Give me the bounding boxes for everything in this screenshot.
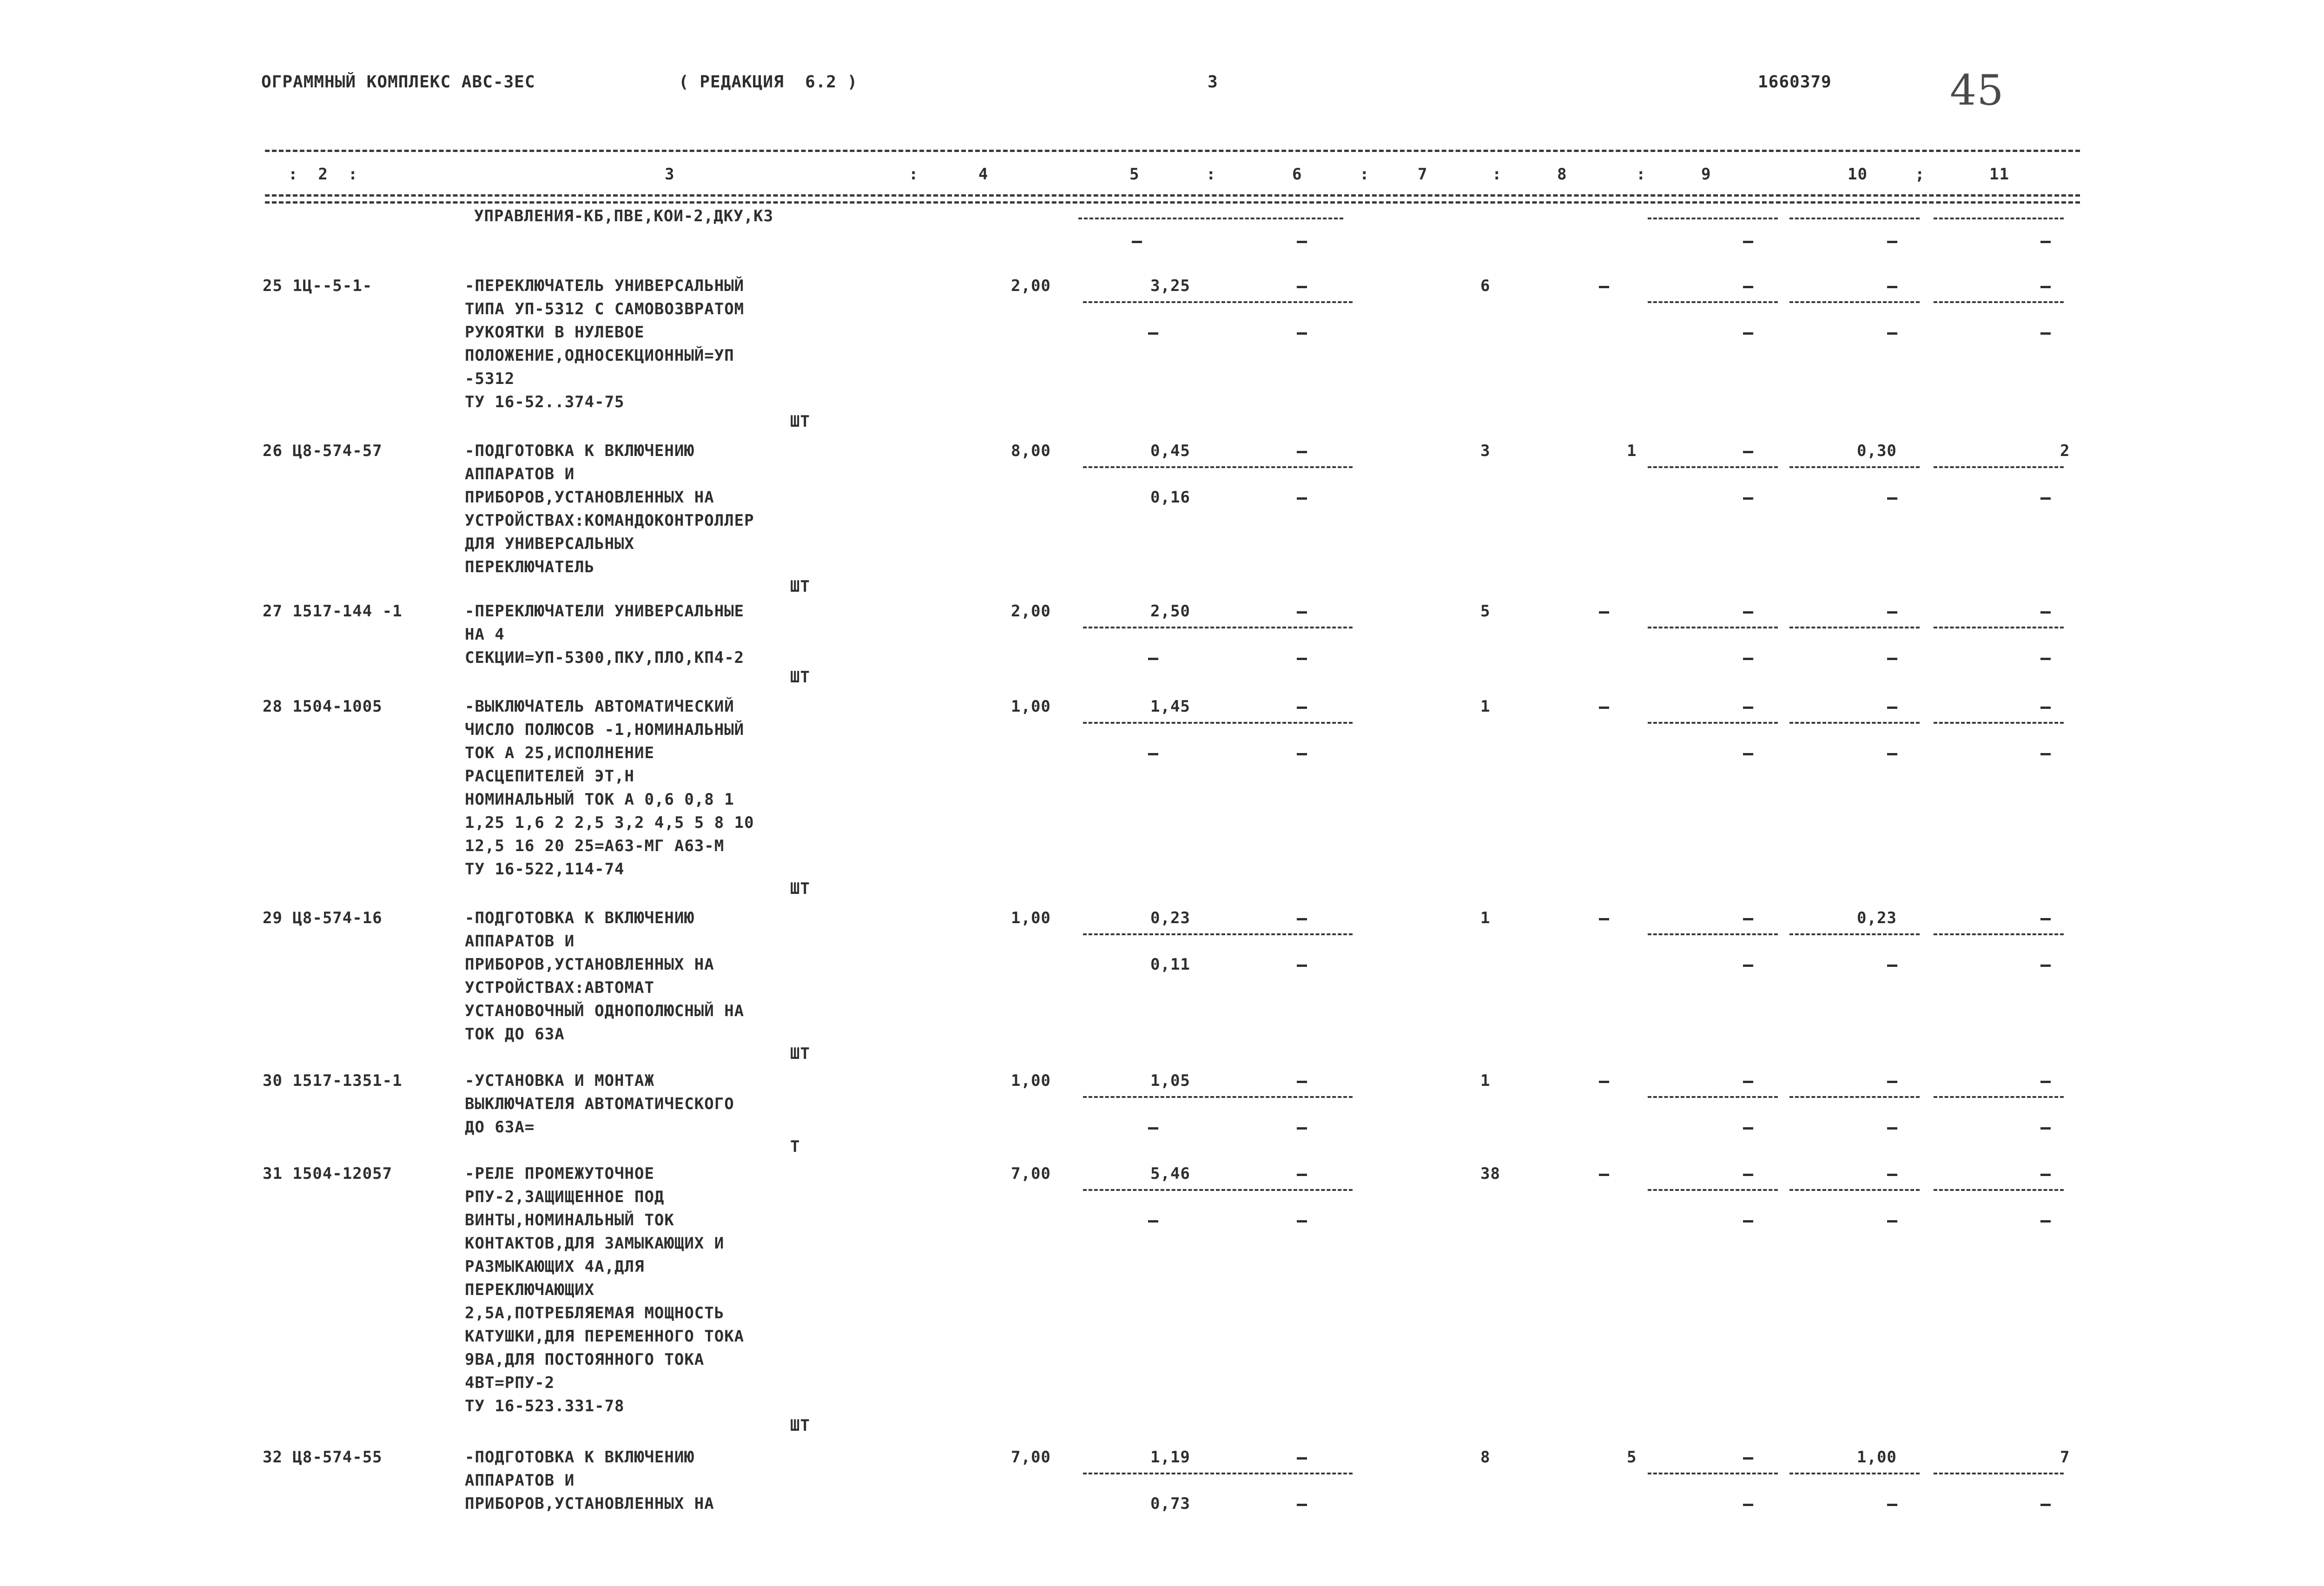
unit-label: ШТ <box>790 879 810 898</box>
item-description-line: -УСТАНОВКА И МОНТАЖ <box>465 1071 654 1090</box>
dash-mark <box>2040 611 2051 614</box>
dash-mark <box>2040 1220 2051 1223</box>
dash-mark <box>1887 241 1897 243</box>
item-description-line: ПОЛОЖЕНИЕ,ОДНОСЕКЦИОННЫЙ=УП <box>465 346 734 365</box>
dash-mark <box>1887 658 1897 660</box>
dash-mark <box>1599 1081 1609 1083</box>
cost-value: 0,23 <box>1150 909 1190 927</box>
dash-mark <box>1297 707 1307 709</box>
sub-rule <box>1789 933 1920 935</box>
column-label: : 2 : <box>288 165 358 184</box>
dash-mark <box>1297 286 1307 288</box>
item-description-line: КАТУШКИ,ДЛЯ ПЕРЕМЕННОГО ТОКА <box>465 1327 745 1346</box>
dash-mark <box>1148 332 1158 335</box>
dash-mark <box>1297 658 1307 660</box>
column-label: 9 <box>1701 165 1711 184</box>
dash-mark <box>1297 1504 1307 1506</box>
item-description-line: ПРИБОРОВ,УСТАНОВЛЕННЫХ НА <box>465 955 714 974</box>
dash-mark <box>1887 1504 1897 1506</box>
item-description-line: ТУ 16-52..374-75 <box>465 393 625 411</box>
sub-rule <box>1648 1096 1778 1098</box>
dash-mark <box>1132 241 1142 243</box>
dash-mark <box>1743 658 1753 660</box>
unit-label: ШТ <box>790 668 810 687</box>
sub-rule <box>1648 218 1778 219</box>
dash-mark <box>2040 1174 2051 1176</box>
dash-mark <box>1297 497 1307 500</box>
item-description-line: УСТАНОВОЧНЫЙ ОДНОПОЛЮСНЫЙ НА <box>465 1002 745 1020</box>
item-description-line: ТИПА УП-5312 С САМОВОЗВРАТОМ <box>465 300 745 318</box>
item-description-line: ТУ 16-522,114-74 <box>465 860 625 879</box>
dash-mark <box>1148 1220 1158 1223</box>
dash-mark <box>1743 965 1753 967</box>
item-description-line: -ПЕРЕКЛЮЧАТЕЛИ УНИВЕРСАЛЬНЫЕ <box>465 602 745 621</box>
sub-rule <box>1648 301 1778 303</box>
dash-mark <box>2040 1504 2051 1506</box>
dash-mark <box>2040 965 2051 967</box>
dash-mark <box>2040 332 2051 335</box>
dash-mark <box>1887 753 1897 755</box>
continued-line: УПРАВЛЕНИЯ-КБ,ПВЕ,КОИ-2,ДКУ,КЗ <box>474 207 774 225</box>
item-description-line: ДЛЯ УНИВЕРСАЛЬНЫХ <box>465 535 634 553</box>
col7-value: 1 <box>1480 697 1491 716</box>
cost-value-lower: 0,16 <box>1150 488 1190 507</box>
item-description-line: АППАРАТОВ И <box>465 1471 575 1490</box>
dash-mark <box>1743 1220 1753 1223</box>
sub-rule <box>1789 301 1920 303</box>
column-label: 8 <box>1557 165 1567 184</box>
cost-value: 1,19 <box>1150 1448 1190 1467</box>
dash-mark <box>2040 1081 2051 1083</box>
col8-value: 5 <box>1627 1448 1637 1467</box>
column-label: : <box>909 165 919 184</box>
dash-mark <box>1599 611 1609 614</box>
dash-mark <box>1887 497 1897 500</box>
sub-rule <box>1648 722 1778 724</box>
dash-mark <box>1148 753 1158 755</box>
document-number: 1660379 <box>1758 73 1832 92</box>
sub-rule <box>1934 1473 2064 1474</box>
item-description-line: НА 4 <box>465 625 505 644</box>
dash-mark <box>2040 497 2051 500</box>
item-description-line: 12,5 16 20 25=А63-МГ А63-М <box>465 837 725 855</box>
handwritten-page-number: 45 <box>1950 66 2004 115</box>
sub-rule <box>1648 933 1778 935</box>
dash-mark <box>1297 918 1307 920</box>
dash-mark <box>1297 1174 1307 1176</box>
item-description-line: РАЗМЫКАЮЩИХ 4А,ДЛЯ <box>465 1257 645 1276</box>
col10-value: 0,23 <box>1857 909 1897 927</box>
item-description-line: -ПОДГОТОВКА К ВКЛЮЧЕНИЮ <box>465 1448 694 1467</box>
dash-mark <box>1297 451 1307 453</box>
item-description-line: -ВЫКЛЮЧАТЕЛЬ АВТОМАТИЧЕСКИЙ <box>465 697 734 716</box>
quantity-value: 7,00 <box>1011 1448 1051 1467</box>
dash-mark <box>1297 1127 1307 1130</box>
sub-rule <box>1083 1096 1353 1098</box>
quantity-value: 1,00 <box>1011 909 1051 927</box>
unit-label: Т <box>790 1137 800 1156</box>
dash-mark <box>2040 1127 2051 1130</box>
dash-mark <box>1743 1081 1753 1083</box>
item-description-line: -ПЕРЕКЛЮЧАТЕЛЬ УНИВЕРСАЛЬНЫЙ <box>465 277 745 295</box>
column-label: 7 <box>1418 165 1428 184</box>
col7-value: 8 <box>1480 1448 1491 1467</box>
item-description-line: ПЕРЕКЛЮЧАТЕЛЬ <box>465 558 595 576</box>
cost-value-lower: 0,11 <box>1150 955 1190 974</box>
col7-value: 1 <box>1480 909 1491 927</box>
col10-value: 0,30 <box>1857 442 1897 460</box>
cost-value-lower: 0,73 <box>1150 1494 1190 1513</box>
dash-mark <box>1599 918 1609 920</box>
item-description-line: 4ВТ=РПУ-2 <box>465 1374 555 1392</box>
sub-rule <box>1648 1473 1778 1474</box>
dash-mark <box>1743 611 1753 614</box>
sub-rule <box>1789 627 1920 628</box>
item-description-line: ЧИСЛО ПОЛЮСОВ -1,НОМИНАЛЬНЫЙ <box>465 720 745 739</box>
column-label: ; <box>1915 165 1925 184</box>
sub-rule <box>1789 1189 1920 1191</box>
sub-rule <box>1083 1189 1353 1191</box>
item-description-line: ДО 63А= <box>465 1118 535 1137</box>
column-label: : <box>1492 165 1502 184</box>
row-number: 31 1504-12057 <box>263 1164 393 1183</box>
page-number: 3 <box>1208 73 1218 92</box>
column-label: 3 <box>665 165 675 184</box>
dash-mark <box>1297 753 1307 755</box>
item-description-line: УСТРОЙСТВАХ:АВТОМАТ <box>465 978 654 997</box>
item-description-line: 9ВА,ДЛЯ ПОСТОЯННОГО ТОКА <box>465 1350 705 1369</box>
row-number: 29 Ц8-574-16 <box>263 909 383 927</box>
sub-rule <box>1789 1473 1920 1474</box>
sub-rule <box>1078 218 1343 219</box>
item-description-line: АППАРАТОВ И <box>465 932 575 951</box>
col7-value: 6 <box>1480 277 1491 295</box>
item-description-line: КОНТАКТОВ,ДЛЯ ЗАМЫКАЮЩИХ И <box>465 1234 725 1253</box>
sub-rule <box>1789 722 1920 724</box>
column-label: : <box>1360 165 1370 184</box>
dash-mark <box>1743 1174 1753 1176</box>
quantity-value: 2,00 <box>1011 602 1051 621</box>
dash-mark <box>1599 707 1609 709</box>
quantity-value: 7,00 <box>1011 1164 1051 1183</box>
item-description-line: УСТРОЙСТВАХ:КОМАНДОКОНТРОЛЛЕР <box>465 511 754 530</box>
dash-mark <box>2040 658 2051 660</box>
dash-mark <box>2040 753 2051 755</box>
dash-mark <box>1297 332 1307 335</box>
sub-rule <box>1083 466 1353 468</box>
dash-mark <box>1887 1220 1897 1223</box>
sub-rule <box>1934 301 2064 303</box>
sub-rule <box>1934 218 2064 219</box>
sub-rule <box>1789 466 1920 468</box>
dash-mark <box>1887 1174 1897 1176</box>
unit-label: ШТ <box>790 577 810 596</box>
dash-mark <box>1599 1174 1609 1176</box>
dash-mark <box>1743 1457 1753 1460</box>
dash-mark <box>1297 1081 1307 1083</box>
dash-mark <box>1743 918 1753 920</box>
dash-mark <box>1148 1127 1158 1130</box>
item-description-line: ТОК А 25,ИСПОЛНЕНИЕ <box>465 744 654 762</box>
column-label: 4 <box>978 165 989 184</box>
sub-rule <box>1083 1473 1353 1474</box>
dash-mark <box>1743 1504 1753 1506</box>
item-description-line: ПЕРЕКЛЮЧАЮЩИХ <box>465 1281 595 1299</box>
item-description-line: 2,5А,ПОТРЕБЛЯЕМАЯ МОЩНОСТЬ <box>465 1304 725 1322</box>
row-number: 32 Ц8-574-55 <box>263 1448 383 1467</box>
sub-rule <box>1934 933 2064 935</box>
item-description-line: СЕКЦИИ=УП-5300,ПКУ,ПЛО,КП4-2 <box>465 648 745 667</box>
dash-mark <box>1743 332 1753 335</box>
dash-mark <box>2040 707 2051 709</box>
dash-mark <box>1743 451 1753 453</box>
header-bottom-rule <box>265 194 2080 197</box>
dash-mark <box>1887 707 1897 709</box>
row-number: 25 1Ц--5-1- <box>263 277 373 295</box>
dash-mark <box>1743 753 1753 755</box>
item-description-line: ПРИБОРОВ,УСТАНОВЛЕННЫХ НА <box>465 1494 714 1513</box>
item-description-line: РАСЦЕПИТЕЛЕЙ ЭТ,Н <box>465 767 634 786</box>
sub-rule <box>1648 627 1778 628</box>
sub-rule <box>1789 1096 1920 1098</box>
sub-rule <box>1083 933 1353 935</box>
col8-value: 1 <box>1627 442 1637 460</box>
column-label: 5 <box>1129 165 1140 184</box>
dash-mark <box>2040 286 2051 288</box>
item-description-line: -РЕЛЕ ПРОМЕЖУТОЧНОЕ <box>465 1164 654 1183</box>
row-number: 26 Ц8-574-57 <box>263 442 383 460</box>
dash-mark <box>1743 241 1753 243</box>
program-complex-title: ОГРАММНЫЙ КОМПЛЕКС АВС-ЗЕС <box>261 73 535 92</box>
quantity-value: 1,00 <box>1011 1071 1051 1090</box>
cost-value: 1,45 <box>1150 697 1190 716</box>
unit-label: ШТ <box>790 1044 810 1063</box>
item-description-line: 1,25 1,6 2 2,5 3,2 4,5 5 8 10 <box>465 813 754 832</box>
dash-mark <box>2040 918 2051 920</box>
item-description-line: РУКОЯТКИ В НУЛЕВОЕ <box>465 323 645 342</box>
item-description-line: ВЫКЛЮЧАТЕЛЯ АВТОМАТИЧЕСКОГО <box>465 1095 734 1113</box>
quantity-value: 1,00 <box>1011 697 1051 716</box>
sub-rule <box>1934 1189 2064 1191</box>
column-label: : <box>1636 165 1646 184</box>
dash-mark <box>1297 1220 1307 1223</box>
sub-rule <box>1934 627 2064 628</box>
dash-mark <box>1887 1127 1897 1130</box>
dash-mark <box>1297 1457 1307 1460</box>
col11-value: 7 <box>2060 1448 2070 1467</box>
edition-label: ( РЕДАКЦИЯ 6.2 ) <box>679 73 858 92</box>
item-description-line: ТУ 16-523.331-78 <box>465 1397 625 1415</box>
col7-value: 38 <box>1480 1164 1500 1183</box>
dash-mark <box>1599 286 1609 288</box>
header-top-rule <box>265 150 2080 152</box>
col7-value: 1 <box>1480 1071 1491 1090</box>
dash-mark <box>1887 965 1897 967</box>
item-description-line: ВИНТЫ,НОМИНАЛЬНЫЙ ТОК <box>465 1211 674 1229</box>
sub-rule <box>1934 466 2064 468</box>
cost-value: 0,45 <box>1150 442 1190 460</box>
sub-rule <box>1083 301 1353 303</box>
dash-mark <box>1887 332 1897 335</box>
row-number: 28 1504-1005 <box>263 697 383 716</box>
item-description-line: -5312 <box>465 370 515 388</box>
row-number: 27 1517-144 -1 <box>263 602 403 621</box>
item-description-line: -ПОДГОТОВКА К ВКЛЮЧЕНИЮ <box>465 442 694 460</box>
column-label: : <box>1206 165 1216 184</box>
item-description-line: ТОК ДО 63А <box>465 1025 565 1044</box>
dash-mark <box>1297 611 1307 614</box>
item-description-line: АППАРАТОВ И <box>465 465 575 483</box>
dash-mark <box>1887 611 1897 614</box>
dash-mark <box>1297 965 1307 967</box>
cost-value: 2,50 <box>1150 602 1190 621</box>
item-description-line: -ПОДГОТОВКА К ВКЛЮЧЕНИЮ <box>465 909 694 927</box>
dash-mark <box>1887 286 1897 288</box>
sub-rule <box>1789 218 1920 219</box>
item-description-line: НОМИНАЛЬНЫЙ ТОК А 0,6 0,8 1 <box>465 790 734 809</box>
quantity-value: 8,00 <box>1011 442 1051 460</box>
unit-label: ШТ <box>790 1416 810 1435</box>
dash-mark <box>2040 241 2051 243</box>
dash-mark <box>1743 707 1753 709</box>
item-description-line: ПРИБОРОВ,УСТАНОВЛЕННЫХ НА <box>465 488 714 507</box>
cost-value: 5,46 <box>1150 1164 1190 1183</box>
column-label: 11 <box>1989 165 2009 184</box>
sub-rule <box>1648 1189 1778 1191</box>
dash-mark <box>1743 286 1753 288</box>
cost-value: 1,05 <box>1150 1071 1190 1090</box>
sub-rule <box>1083 627 1353 628</box>
item-description-line: РПУ-2,ЗАЩИЩЕННОЕ ПОД <box>465 1188 665 1206</box>
sub-rule <box>1934 1096 2064 1098</box>
header-bottom-rule-2 <box>265 201 2080 204</box>
row-number: 30 1517-1351-1 <box>263 1071 403 1090</box>
quantity-value: 2,00 <box>1011 277 1051 295</box>
dash-mark <box>1887 1081 1897 1083</box>
sub-rule <box>1083 722 1353 724</box>
sub-rule <box>1934 722 2064 724</box>
dash-mark <box>1297 241 1307 243</box>
sub-rule <box>1648 466 1778 468</box>
col7-value: 5 <box>1480 602 1491 621</box>
column-label: 6 <box>1292 165 1302 184</box>
dash-mark <box>1743 1127 1753 1130</box>
col7-value: 3 <box>1480 442 1491 460</box>
col10-value: 1,00 <box>1857 1448 1897 1467</box>
dash-mark <box>1148 658 1158 660</box>
column-label: 10 <box>1848 165 1868 184</box>
unit-label: ШТ <box>790 412 810 431</box>
cost-value: 3,25 <box>1150 277 1190 295</box>
col11-value: 2 <box>2060 442 2070 460</box>
dash-mark <box>1743 497 1753 500</box>
